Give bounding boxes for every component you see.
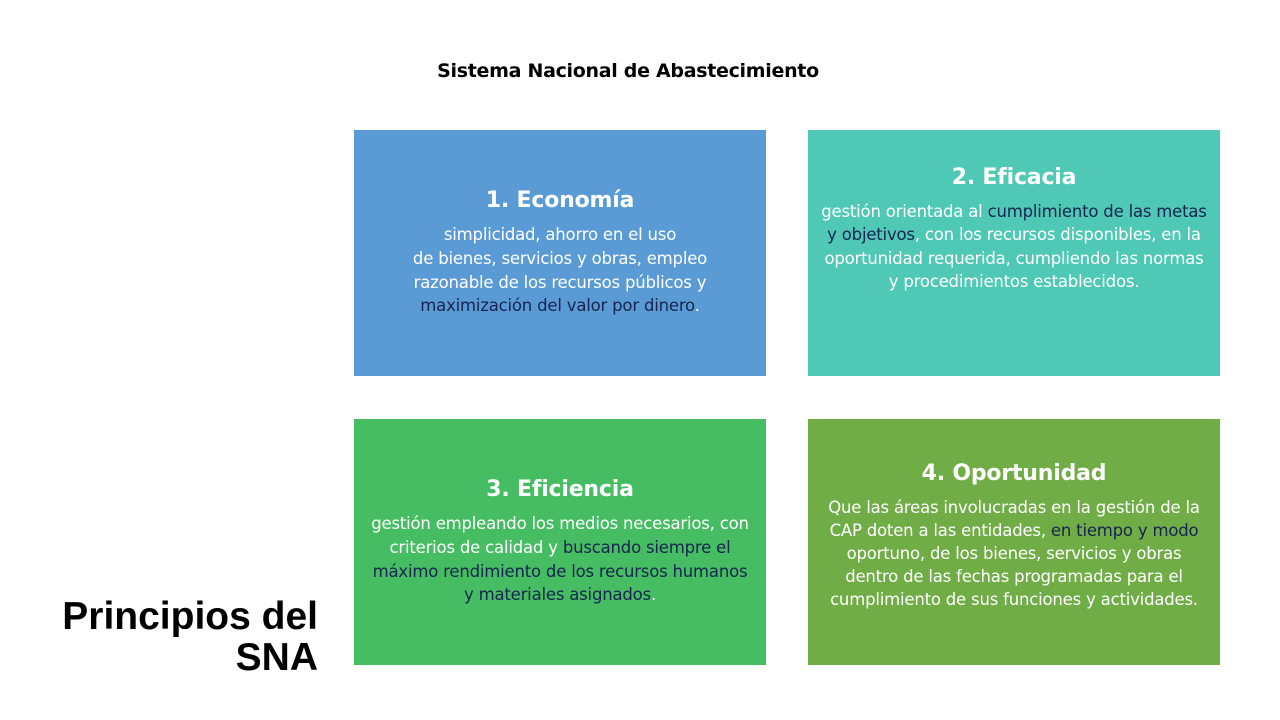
card-body-pre: gestión empleando los medios necesarios, con criterios de calidad y: [371, 513, 749, 557]
principle-card-eficacia: [808, 130, 1220, 376]
card-heading: 1. Economía: [485, 187, 635, 213]
card-body-highlight: maximización del valor por dinero: [420, 296, 695, 316]
card-body: [820, 200, 1208, 294]
card-body-highlight: buscando siempre el máximo rendimiento de los recursos humanos y materiales asignados: [372, 537, 748, 605]
card-heading: 3. Eficiencia: [486, 476, 634, 502]
card-body-post: .: [650, 585, 657, 605]
card-heading: 2. Eficacia: [951, 164, 1077, 190]
header-title: Sistema Nacional de Abastecimiento: [437, 60, 819, 82]
card-body-line: de bienes, servicios y obras, empleo: [412, 248, 708, 268]
card-body: [820, 496, 1208, 611]
card-body-line: simplicidad, ahorro en el uso: [443, 224, 677, 244]
principle-card-oportunidad: [808, 419, 1220, 665]
card-body: [366, 512, 754, 608]
card-body-post: oportuno, de los bienes, servicios y obras dentro de las fechas programadas para el cumplimiento de sus funciones y actividades.: [830, 543, 1198, 610]
slide-title: [62, 597, 318, 679]
card-heading: 4. Oportunidad: [921, 460, 1107, 486]
card-body-post: , con los recursos disponibles, en la oportunidad requerida, cumpliendo las normas y procedimientos establecidos.: [824, 225, 1204, 291]
card-body-highlight: cumplimiento de las metas y objetivos: [827, 201, 1207, 245]
card-body-pre: Que las áreas involucradas en la gestión de la CAP doten a las entidades,: [828, 497, 1200, 540]
principle-card-eficiencia: [354, 419, 766, 665]
card-body-line: razonable de los recursos públicos y: [413, 272, 707, 292]
card-body-end: .: [694, 296, 700, 316]
slide-title-line: Principios del: [62, 595, 318, 638]
card-body-pre: gestión orientada al: [821, 201, 988, 221]
principle-card-economia: [354, 130, 766, 376]
slide-title-line: SNA: [235, 635, 318, 679]
card-body-highlight: en tiempo y modo: [1050, 520, 1199, 540]
card-body: [413, 223, 707, 319]
